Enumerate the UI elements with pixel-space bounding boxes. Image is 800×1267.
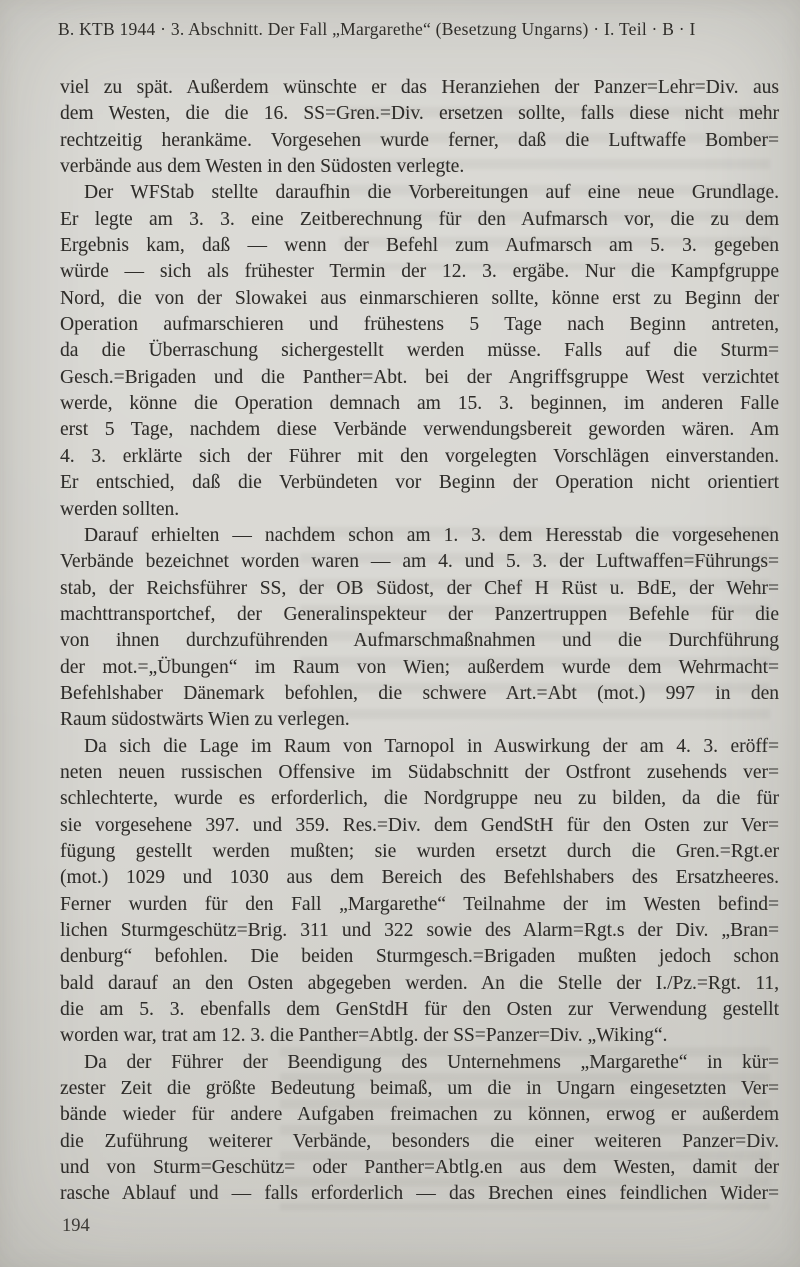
text-line: die am 5. 3. ebenfalls dem GenStdH für den Osten zur Verwendung gestellt <box>60 999 779 1021</box>
text-line: Raum südostwärts Wien zu verlegen. <box>60 709 350 731</box>
text-line: würde — sich als frühester Termin der 12. 3. ergäbe. Nur die Kampfgruppe <box>60 261 779 283</box>
text-line: bände wieder für andere Aufgaben freimachen zu können, erwog er außerdem <box>60 1104 779 1126</box>
text-line: Nord, die von der Slowakei aus einmarschieren sollte, könne erst zu Beginn der <box>60 287 779 309</box>
text-line: rasche Ablauf und — falls erforderlich — das Brechen eines feindlichen Wider= <box>60 1183 779 1205</box>
text-line: Ergebnis kam, daß — wenn der Befehl zum Aufmarsch am 5. 3. gegeben <box>60 235 779 257</box>
text-line: verbände aus dem Westen in den Südosten verlegte. <box>60 156 465 178</box>
paragraph <box>60 180 779 522</box>
page-body <box>60 75 779 1208</box>
text-line: die Zuführung weiterer Verbände, besonders die einer weiteren Panzer=Div. <box>60 1130 779 1152</box>
text-line: Darauf erhielten — nachdem schon am 1. 3. dem Heresstab die vorgesehenen <box>84 524 779 546</box>
text-line: viel zu spät. Außerdem wünschte er das Heranziehen der Panzer=Lehr=Div. aus <box>60 77 779 98</box>
text-line: da die Überraschung sichergestellt werden müsse. Falls auf die Sturm= <box>60 340 779 362</box>
paragraph <box>60 523 779 734</box>
text-line: von ihnen durchzuführenden Aufmarschmaßnahmen und die Durchführung <box>60 630 779 652</box>
text-line: 4. 3. erklärte sich der Führer mit den vorgelegten Vorschlägen einverstanden. <box>60 445 779 467</box>
text-line: lichen Sturmgeschütz=Brig. 311 und 322 sowie des Alarm=Rgt.s der Div. „Bran= <box>60 920 779 941</box>
text-line: Gesch.=Brigaden und die Panther=Abt. bei der Angriffsgruppe West verzichtet <box>60 366 779 388</box>
text-line: fügung gestellt werden mußten; sie wurden ersetzt durch die Gren.=Rgt.er <box>60 840 779 862</box>
page-number: 194 <box>62 1216 90 1236</box>
text-line: Er entschied, daß die Verbündeten vor Beginn der Operation nicht orientiert <box>60 472 779 494</box>
text-line: werde, könne die Operation demnach am 15. 3. beginnen, im anderen Falle <box>60 393 779 415</box>
text-line: Da sich die Lage im Raum von Tarnopol in Auswirkung der am 4. 3. eröff= <box>84 735 779 757</box>
text-line: neten neuen russischen Offensive im Südabschnitt der Ostfront zusehends ver= <box>60 761 779 783</box>
text-line: stab, der Reichsführer SS, der OB Südost, der Chef H Rüst u. BdE, der Wehr= <box>60 577 779 599</box>
text-line: Da der Führer der Beendigung des Unternehmens „Margarethe“ in kür= <box>84 1051 779 1073</box>
text-line: dem Westen, die die 16. SS=Gren.=Div. ersetzen sollte, falls diese nicht mehr <box>60 103 779 125</box>
text-line: zester Zeit die größte Bedeutung beimaß, um die in Ungarn eingesetzten Ver= <box>60 1078 779 1100</box>
text-line: Verbände bezeichnet worden waren — am 4. und 5. 3. der Luftwaffen=Führungs= <box>60 551 779 573</box>
text-line: Befehlshaber Dänemark befohlen, die schwere Art.=Abt (mot.) 997 in den <box>60 682 779 704</box>
text-line: denburg“ befohlen. Die beiden Sturmgesch.=Brigaden mußten jedoch schon <box>60 946 779 968</box>
text-line: werden sollten. <box>60 498 180 520</box>
text-line: Der WFStab stellte daraufhin die Vorbereitungen auf eine neue Grundlage. <box>84 182 779 204</box>
text-line: Er legte am 3. 3. eine Zeitberechnung für den Aufmarsch vor, die zu dem <box>60 208 779 230</box>
text-line: der mot.=„Übungen“ im Raum von Wien; außerdem wurde dem Wehrmacht= <box>60 656 779 678</box>
text-line: sie vorgesehene 397. und 359. Res.=Div. dem GendStH für den Osten zur Ver= <box>60 814 779 836</box>
text-line: worden war, trat am 12. 3. die Panther=Abtlg. der SS=Panzer=Div. „Wiking“. <box>60 1025 668 1047</box>
text-line: bald darauf an den Osten abgegeben werden. An die Stelle der I./Pz.=Rgt. 11, <box>60 972 779 994</box>
text-line: Operation aufmarschieren und frühestens 5 Tage nach Beginn antreten, <box>60 314 779 336</box>
text-line: erst 5 Tage, nachdem diese Verbände verwendungsbereit geworden wären. Am <box>60 419 779 441</box>
paragraph <box>60 1050 779 1208</box>
running-header: B. KTB 1944 · 3. Abschnitt. Der Fall „Margarethe“ (Besetzung Ungarns) · I. Teil · B · I <box>58 19 696 39</box>
paragraph <box>60 734 779 1050</box>
text-line: rechtzeitig herankäme. Vorgesehen wurde ferner, daß die Luftwaffe Bomber= <box>60 129 779 151</box>
text-line: schlechterte, wurde es erforderlich, die Nordgruppe neu zu bilden, da die für <box>60 788 779 810</box>
text-line: machttransportchef, der Generalinspekteur der Panzertruppen Befehle für die <box>60 603 779 625</box>
text-line: und von Sturm=Geschütz= oder Panther=Abtlg.en aus dem Westen, damit der <box>60 1157 779 1179</box>
text-line: (mot.) 1029 und 1030 aus dem Bereich des Befehlshabers des Ersatzheeres. <box>60 867 779 889</box>
text-line: Ferner wurden für den Fall „Margarethe“ Teilnahme der im Westen befind= <box>60 893 779 915</box>
paragraph <box>60 75 779 180</box>
